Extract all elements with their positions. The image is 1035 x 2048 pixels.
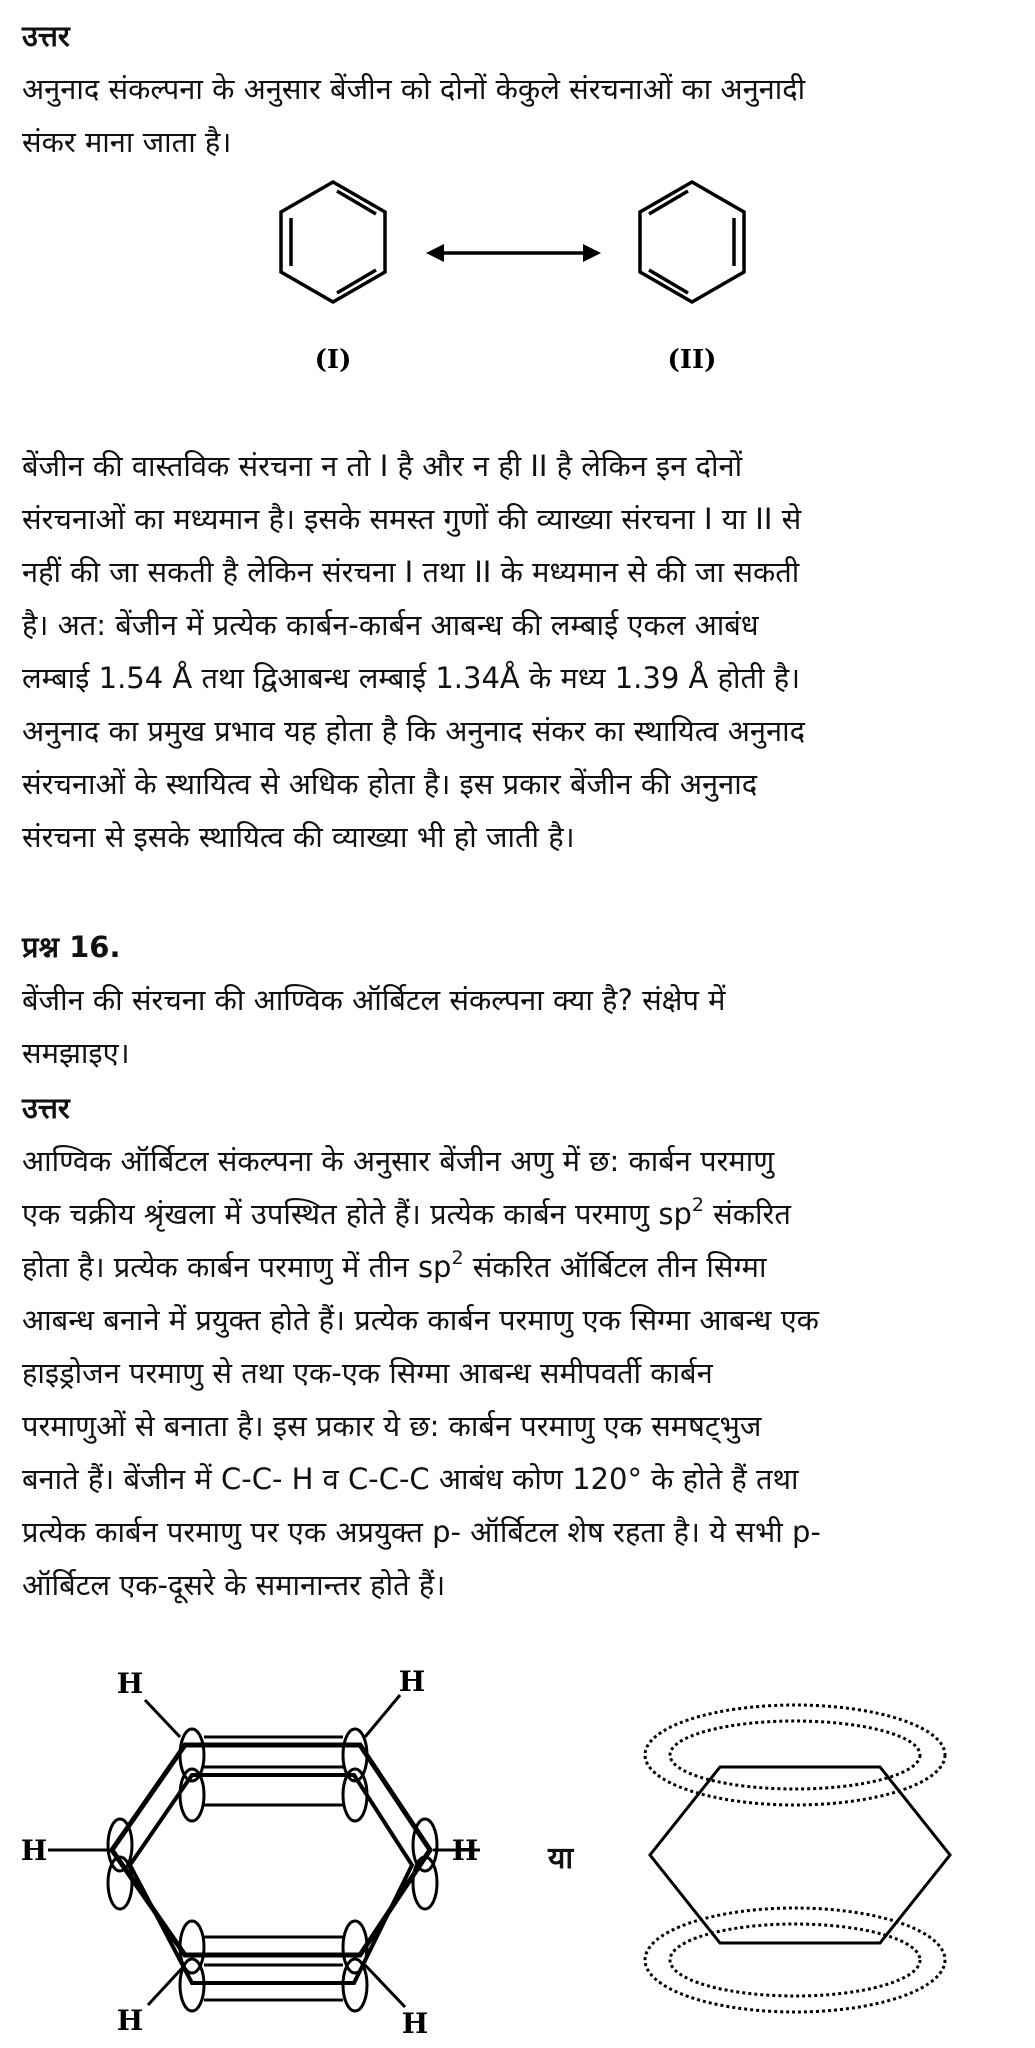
text-line <box>22 1241 1022 1294</box>
text-line: बेंजीन की संरचना की आण्विक ऑर्बिटल संकल्पना क्या है? संक्षेप में <box>22 983 726 1017</box>
benzene-p-orbital-diagram <box>20 1655 480 2045</box>
text-line: है। अत: बेंजीन में प्रत्येक कार्बन-कार्बन आबन्ध की लम्बाई एकल आबंध <box>22 608 759 642</box>
text-line: बनाते हैं। बेंजीन में C-C- H व C-C-C आबंध कोण 120° के होते हैं तथा <box>22 1462 799 1496</box>
text-line: लम्बाई 1.54 Å तथा द्विआबन्ध लम्बाई 1.34Å के मध्य 1.39 Å होती है। <box>22 661 801 695</box>
h-atom-label: H <box>116 2004 144 2037</box>
h-atom-label: H <box>116 1667 144 1700</box>
or-separator: या <box>548 1841 574 1876</box>
structure-label-ii: (II) <box>667 345 717 375</box>
h-atom-label: H <box>401 2007 429 2040</box>
text-fragment: एक चक्रीय श्रृंखला में उपस्थित होते हैं। प्रत्येक कार्बन परमाणु sp <box>22 1197 692 1231</box>
benzene-hexagon <box>650 1767 950 1943</box>
text-line: ऑर्बिटल एक-दूसरे के समानान्तर होते हैं। <box>22 1568 446 1602</box>
h-atom-label: H <box>20 1834 48 1867</box>
h-atom-label: H <box>398 1665 426 1698</box>
text-fragment: होता है। प्रत्येक कार्बन परमाणु में तीन sp <box>22 1250 452 1284</box>
lower-electron-cloud <box>645 1908 945 2012</box>
text-line <box>22 1188 1022 1241</box>
p-orbital-lobes <box>108 1729 437 2011</box>
text-line: हाइड्रोजन परमाणु से तथा एक-एक सिग्मा आबन्ध समीपवर्ती कार्बन <box>22 1356 713 1390</box>
text-line: संरचनाओं का मध्यमान है। इसके समस्त गुणों की व्याख्या संरचना I या II से <box>22 502 802 536</box>
text-line: संकर माना जाता है। <box>22 125 232 159</box>
question-heading: प्रश्न 16. <box>22 930 121 964</box>
text-line: आबन्ध बनाने में प्रयुक्त होते हैं। प्रत्येक कार्बन परमाणु एक सिग्मा आबन्ध एक <box>22 1303 819 1337</box>
text-line: आण्विक ऑर्बिटल संकल्पना के अनुसार बेंजीन अणु में छ: कार्बन परमाणु <box>22 1144 775 1178</box>
question-paragraph <box>22 974 1022 1080</box>
text-line: संरचना से इसके स्थायित्व की व्याख्या भी हो जाती है। <box>22 820 575 854</box>
sigma-framework <box>112 1745 430 1983</box>
text-fragment: संकरित <box>703 1197 791 1231</box>
text-line: प्रत्येक कार्बन परमाणु पर एक अप्रयुक्त p- ऑर्बिटल शेष रहता है। ये सभी p- <box>22 1515 821 1549</box>
text-fragment: संकरित ऑर्बिटल तीन सिग्मा <box>463 1250 767 1284</box>
text-line: संरचनाओं के स्थायित्व से अधिक होता है। इस प्रकार बेंजीन की अनुनाद <box>22 767 758 801</box>
structure-label-i: (I) <box>314 345 352 375</box>
resonance-double-arrow <box>426 244 601 262</box>
text-line: अनुनाद संकल्पना के अनुसार बेंजीन को दोनों केकुले संरचनाओं का अनुनादी <box>22 72 806 106</box>
superscript: 2 <box>451 1247 464 1270</box>
explanation-paragraph <box>22 440 1022 864</box>
text-line: परमाणुओं से बनाता है। इस प्रकार ये छ: कार्बन परमाणु एक समषट्भुज <box>22 1409 762 1443</box>
h-atom-label: H <box>451 1834 479 1867</box>
text-line: समझाइए। <box>22 1036 130 1070</box>
text-line: बेंजीन की वास्तविक संरचना न तो I है और न ही II है लेकिन इन दोनों <box>22 449 743 483</box>
pi-electron-cloud-diagram <box>630 1685 960 2025</box>
superscript: 2 <box>691 1194 704 1217</box>
text-line: नहीं की जा सकती है लेकिन संरचना I तथा II के मध्यमान से की जा सकती <box>22 555 800 589</box>
text-line: अनुनाद का प्रमुख प्रभाव यह होता है कि अनुनाद संकर का स्थायित्व अनुनाद <box>22 714 806 748</box>
kekule-structure-i <box>281 182 385 302</box>
answer-heading-2: उत्तर <box>22 1091 70 1125</box>
kekule-resonance-figure <box>230 160 790 390</box>
intro-paragraph <box>22 63 1022 169</box>
kekule-structure-ii <box>640 182 744 302</box>
answer-heading-1: उत्तर <box>22 19 70 53</box>
answer-paragraph <box>22 1135 1022 1612</box>
